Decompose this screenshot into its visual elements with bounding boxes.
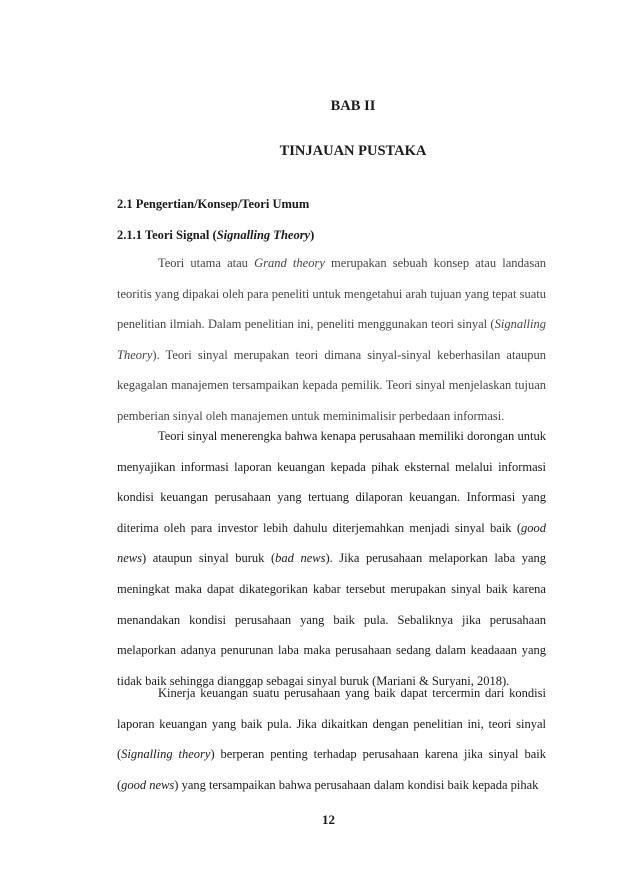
- p1-text-2: merupakan sebuah konsep atau landasan teoritis yang dipakai oleh para peneliti untuk mengetahui arah tujuan yang tepat suatu penelitian ilmiah. Dalam penelitian ini, peneliti menggunakan teori sinyal (: [117, 256, 546, 332]
- p2-text-1: Teori sinyal menerengka bahwa kenapa perusahaan memiliki dorongan untuk menyajikan informasi laporan keuangan kepada pihak eksternal melalui informasi kondisi keuangan perusahaan yang tertuang dilaporan keuangan. Informasi yang diterima oleh para investor lebih dahulu diterjemahkan menjadi sinyal baik (: [117, 429, 546, 535]
- p1-italic-2: Signalling Theory: [117, 317, 546, 362]
- chapter-number: BAB II: [330, 98, 376, 114]
- section-heading: 2.1 Pengertian/Konsep/Teori Umum: [117, 197, 310, 211]
- p1-italic-1: Grand theory: [254, 256, 325, 270]
- paragraph-grand-theory: [117, 248, 546, 432]
- subsection-number-title: 2.1.1 Teori Signal: [117, 228, 213, 242]
- subsection-paren-close: ): [310, 228, 315, 242]
- subsection-paren-open: (: [212, 228, 217, 242]
- p2-text-2: ) ataupun sinyal buruk (: [142, 551, 276, 566]
- p2-italic-1: good news: [117, 520, 546, 566]
- subsection-italic-term: Signalling Theory: [216, 228, 311, 242]
- p3-text-2: ) berperan penting terhadap perusahaan karena jika sinyal baik (: [117, 747, 546, 792]
- p2-italic-2: bad news: [275, 551, 326, 566]
- chapter-title: TINJAUAN PUSTAKA: [279, 143, 427, 159]
- p3-italic-1: Signalling theory: [121, 747, 211, 762]
- p1-text-3: ). Teori sinyal merupakan teori dimana sinyal-sinyal keberhasilan ataupun kegagalan manajemen tersampaikan kepada pemilik. Teori sinyal menjelaskan tujuan pemberian sinyal oleh manajemen untuk meminimalisir perbedaan informasi.: [117, 347, 546, 423]
- p3-text-3: ) yang tersampaikan bahwa perusahaan dalam kondisi baik kepada pihak: [174, 777, 539, 792]
- subsection-heading: [117, 228, 314, 243]
- page-number: 12: [322, 812, 335, 827]
- p3-italic-2: good news: [121, 777, 175, 792]
- p3-text-1: Kinerja keuangan suatu perusahaan yang baik dapat tercermin dari kondisi laporan keuangan yang baik pula. Jika dikaitkan dengan penelitian ini, teori sinyal (: [117, 686, 546, 762]
- paragraph-signal-theory: [117, 421, 546, 696]
- p1-text-1: Teori utama atau: [158, 256, 255, 270]
- paragraph-financial-performance: [117, 678, 546, 800]
- p2-text-3: ). Jika perusahaan melaporkan laba yang meningkat maka dapat dikategorikan kabar tersebut merupakan sinyal baik karena menandakan kondisi perusahaan yang baik pula. Sebaliknya jika perusahaan melaporkan adanya penurunan laba maka perusahaan sedang dalam keadaaan yang tidak baik sehingga dianggap sebagai sinyal buruk (Mariani & Suryani, 2018).: [117, 551, 546, 688]
